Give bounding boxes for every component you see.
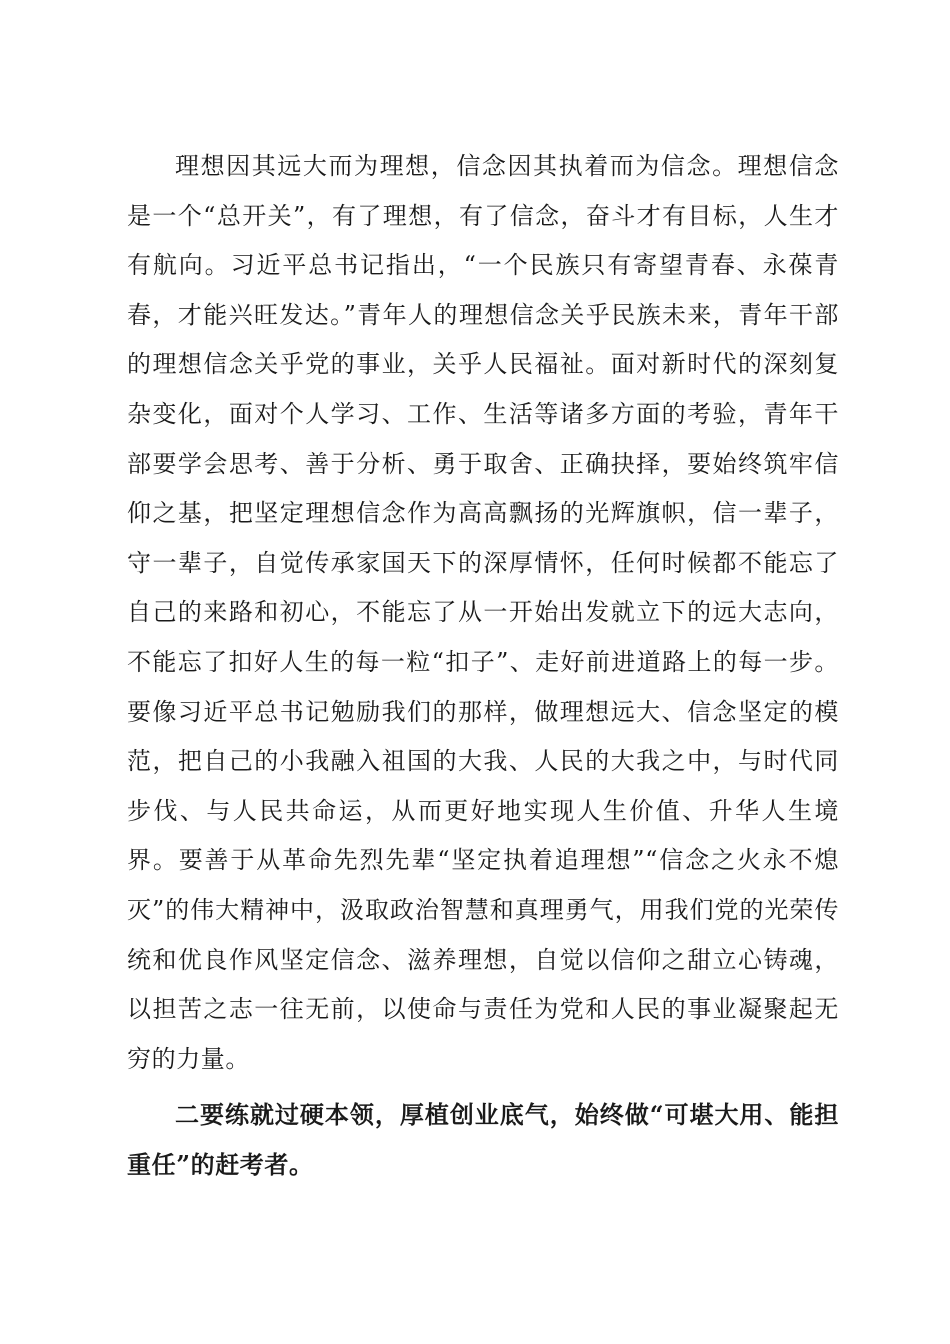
section-heading-skills: 二要练就过硬本领，厚植创业底气，始终做“可堪大用、能担重任”的赶考者。 (127, 1100, 839, 1179)
body-paragraph-ideals-and-beliefs: 理想因其远大而为理想，信念因其执着而为信念。理想信念是一个“总开关”，有了理想，有了信念，奋斗才有目标，人生才有航向。习近平总书记指出，“一个民族只有寄望青春、永葆青春，才能兴旺发达。”青年人的理想信念关乎民族未来，青年干部的理想信念关乎党的事业，关乎人民福祉。面对新时代的深刻复杂变化，面对个人学习、工作、生活等诸多方面的考验，青年干部要学会思考、善于分析、勇于取舍、正确抉择，要始终筑牢信仰之基，把坚定理想信念作为高高飘扬的光辉旗帜，信一辈子，守一辈子，自觉传承家国天下的深厚情怀，任何时候都不能忘了自己的来路和初心，不能忘了从一开始出发就立下的远大志向，不能忘了扣好人生的每一粒“扣子”、走好前进道路上的每一步。要像习近平总书记勉励我们的那样，做理想远大、信念坚定的模范，把自己的小我融入祖国的大我、人民的大我之中，与时代同步伐、与人民共命运，从而更好地实现人生价值、升华人生境界。要善于从革命先烈先辈“坚定执着追理想”“信念之火永不熄灭”的伟大精神中，汲取政治智慧和真理勇气，用我们党的光荣传统和优良作风坚定信念、滋养理想，自觉以信仰之甜立心铸魂，以担苦之志一往无前，以使命与责任为党和人民的事业凝聚起无穷的力量。 (127, 152, 839, 1073)
document-body (127, 142, 839, 1189)
